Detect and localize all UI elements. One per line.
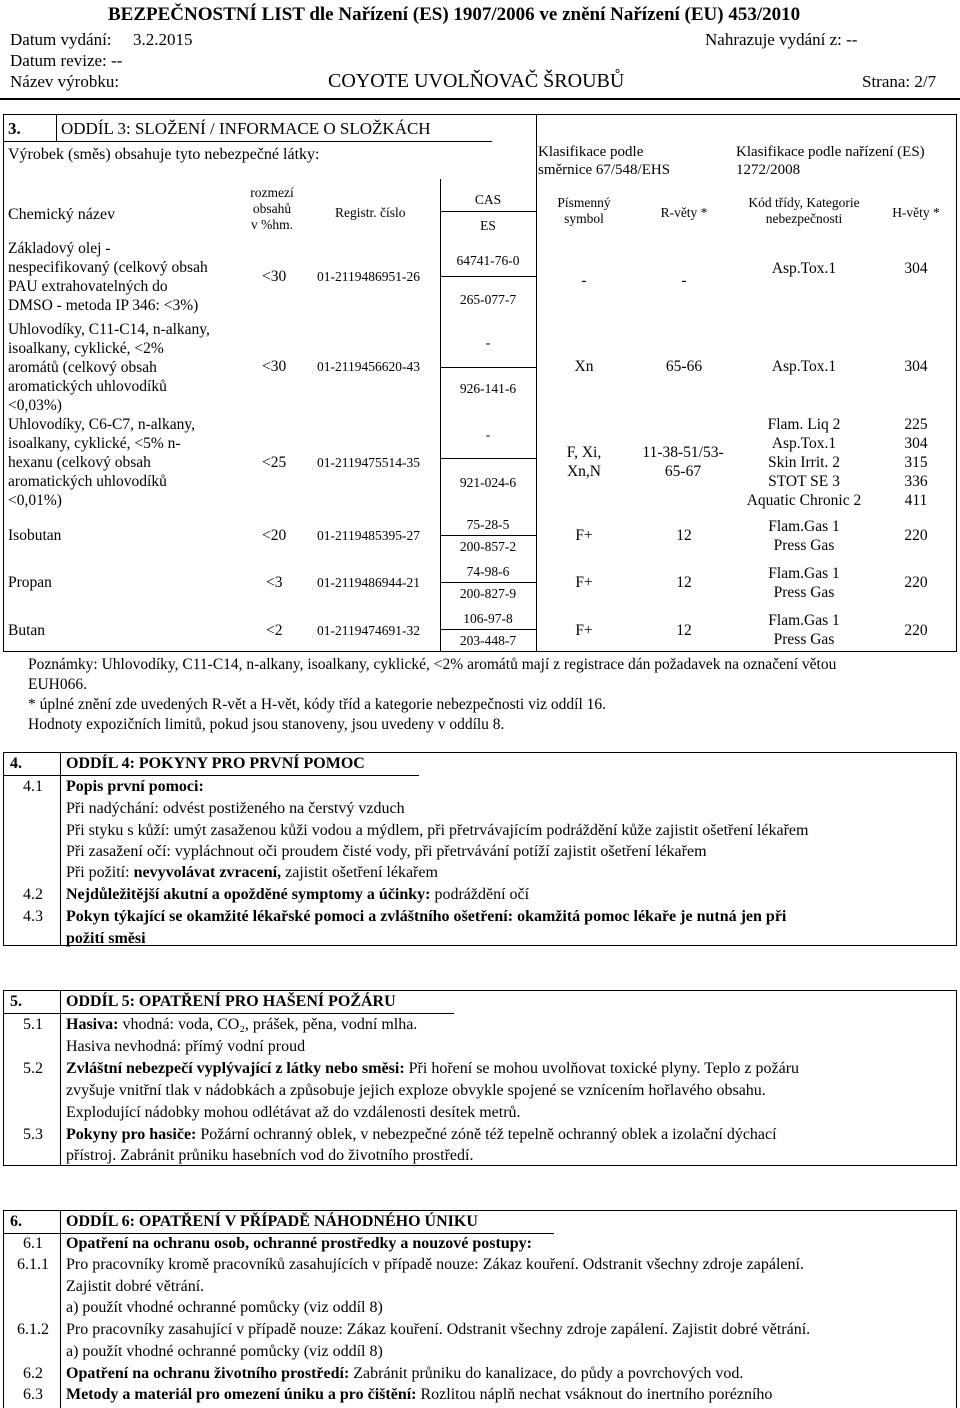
section5: 5. ODDÍL 5: OPATŘENÍ PRO HAŠENÍ POŽÁRU 5.1 Hasiva: vhodná: voda, CO₂, prášek, pěna, vodní mlha. Hasiva nevhodná: přímý vodní proud 5.2 Zvláštní nebezpečí vyplývající z látky nebo směsi: Při hoření se mohou uvolňovat toxické plyny. Teplo z požáru zvyšuje vnitřní tlak v nádobkách a způsobuje jejich exploze obvykle spojené se vznícením hořlavého obsahu. Explodující nádobky mohou odlétávat až do vzdálenosti desítek metrů. 5.3 Pokyny pro hasiče: Požární ochranný oblek, v nebezpečné zóně též tepelně ochranný oblek a izolační dýchací přístroj. Zabránit průniku hasebních vod do životního prostředí. bbox=[3, 990, 957, 1166]
row6-cas: 106-97-8 bbox=[463, 611, 513, 626]
row4-es: 200-857-2 bbox=[459, 539, 517, 554]
row5-r: 12 bbox=[676, 574, 692, 591]
row1-range: <30 bbox=[262, 268, 287, 285]
row2-name: Uhlovodíky, C11-C14, n-alkany, isoalkany, cyklické, <2% aromátů (celkový obsah aromatických uhlovodíků <0,03%) bbox=[8, 321, 210, 414]
row6-symbol: F+ bbox=[575, 622, 593, 639]
section3-number: 3. bbox=[8, 119, 21, 138]
row6-name: Butan bbox=[8, 622, 46, 639]
row5-reg: 01-2119486944-21 bbox=[317, 575, 420, 590]
col-header-symbol: Písmenný symbol bbox=[557, 195, 611, 226]
row6-r: 12 bbox=[676, 622, 692, 639]
col-header-reg: Registr. číslo bbox=[335, 205, 406, 220]
row4-h: 220 bbox=[904, 527, 928, 544]
row2-reg: 01-2119456620-43 bbox=[317, 359, 420, 374]
row3-range: <25 bbox=[262, 454, 287, 471]
row4-code: Flam.Gas 1 Press Gas bbox=[768, 518, 840, 554]
class-1272-header: Klasifikace podle nařízení (ES) 1272/2008 bbox=[736, 144, 925, 178]
revision-text: Datum revize: -- bbox=[10, 51, 123, 70]
row5-cas: 74-98-6 bbox=[466, 564, 510, 579]
col-header-code: Kód třídy, Kategorie nebezpečnosti bbox=[748, 195, 860, 226]
cas-es-divider bbox=[440, 458, 536, 459]
section4: 4. ODDÍL 4: POKYNY PRO PRVNÍ POMOC 4.1 Popis první pomoci: Při nadýchání: odvést postiženého na čerstvý vzduch Při styku s kůží: umýt zasaženou kůži vodou a mýdlem, při přetrvávajícím podráždění kůže zajistit ošetření lékařem Při zasažení očí: vypláchnout oči proudem čisté vody, při přetrvávání potíží zajistit ošetření lékařem Při požití: nevyvolávat zvracení, zajistit ošetření lékařem 4.2 Nejdůležitější akutní a opožděné symptomy a účinky: podráždění očí 4.3 Pokyn týkající se okamžité lékařské pomoci a zvláštního ošetření: okamžitá pomoc lékaře je nutná jen při požití směsi bbox=[3, 752, 957, 946]
col-header-range: rozmezí obsahů v %hm. bbox=[250, 185, 294, 232]
row3-code: Flam. Liq 2 Asp.Tox.1 Skin Irrit. 2 STOT SE 3 Aquatic Chronic 2 bbox=[746, 416, 862, 509]
issue-date: 3.2.2015 bbox=[133, 30, 193, 49]
row2-h: 304 bbox=[904, 358, 928, 375]
issue-label: Datum vydání: bbox=[10, 30, 112, 49]
row4-name: Isobutan bbox=[8, 527, 62, 544]
cas-es-divider bbox=[440, 535, 536, 536]
note-line: EUH066. bbox=[28, 676, 87, 693]
row3-symbol: F, Xi, Xn,N bbox=[566, 444, 602, 480]
row6-h: 220 bbox=[904, 622, 928, 639]
row1-h: 304 bbox=[904, 260, 928, 277]
row1-symbol: - bbox=[581, 272, 587, 289]
row2-r: 65-66 bbox=[665, 358, 703, 375]
section3-table bbox=[3, 114, 957, 652]
row4-range: <20 bbox=[262, 527, 287, 544]
cas-es-divider bbox=[440, 276, 536, 277]
class-67548-header: Klasifikace podle směrnice 67/548/EHS bbox=[538, 144, 671, 178]
page-header bbox=[0, 0, 960, 100]
row5-name: Propan bbox=[8, 574, 52, 591]
cas-es-divider bbox=[440, 211, 536, 212]
replaces-text: Nahrazuje vydání z: -- bbox=[705, 30, 858, 49]
row1-name: Základový olej - nespecifikovaný (celkový obsah PAU extrahovatelných do DMSO - metoda IP 346: <3%) bbox=[8, 240, 208, 314]
cas-es-divider bbox=[440, 629, 536, 630]
row3-es: 921-024-6 bbox=[459, 475, 517, 490]
row6-range: <2 bbox=[266, 622, 283, 639]
note-line: Hodnoty expozičních limitů, pokud jsou stanoveny, jsou uvedeny v oddílu 8. bbox=[28, 716, 505, 733]
row5-es: 200-827-9 bbox=[459, 586, 517, 601]
row1-code: Asp.Tox.1 bbox=[771, 260, 837, 277]
col-header-h: H-věty * bbox=[892, 205, 940, 220]
num-col-divider bbox=[60, 753, 61, 945]
col-divider bbox=[56, 115, 57, 141]
row3-h: 225 304 315 336 411 bbox=[904, 416, 928, 509]
cas-es-divider bbox=[440, 582, 536, 583]
row3-r: 11-38-51/53- 65-67 bbox=[642, 444, 724, 480]
row3-cas: - bbox=[485, 427, 491, 442]
row5-code: Flam.Gas 1 Press Gas bbox=[768, 565, 840, 601]
col-divider bbox=[440, 179, 441, 651]
row5-range: <3 bbox=[266, 574, 283, 591]
section3-intro: Výrobek (směs) obsahuje tyto nebezpečné látky: bbox=[8, 146, 320, 163]
row2-cas: - bbox=[485, 335, 491, 350]
section3-title: ODDÍL 3: SLOŽENÍ / INFORMACE O SLOŽKÁCH bbox=[61, 119, 431, 138]
section6: 6. ODDÍL 6: OPATŘENÍ V PŘÍPADĚ NÁHODNÉHO ÚNIKU 6.1 Opatření na ochranu osob, ochranné prostředky a nouzové postupy: 6.1.1 Pro pracovníky kromě pracovníků zasahujících v případě nouze: Zákaz kouření. Odstranit všechny zdroje zapálení. Zajistit dobré větrání. a) použít vhodné ochranné pomůcky (viz oddíl 8) 6.1.2 Pro pracovníky zasahující v případě nouze: Zákaz kouření. Odstranit všechny zdroje zapálení. Zajistit dobré větrání. a) použít vhodné ochranné pomůcky (viz oddíl 8) 6.2 Opatření na ochranu životního prostředí: Zabránit průniku do kanalizace, do půdy a povrchových vod. 6.3 Metody a materiál pro omezení úniku a pro čištění: Rozlitou náplň nechat vsáknout do inertního porézního bbox=[3, 1210, 957, 1408]
document-title: BEZPEČNOSTNÍ LIST dle Nařízení (ES) 1907/2006 ve znění Nařízení (EU) 453/2010 bbox=[108, 4, 801, 25]
row4-cas: 75-28-5 bbox=[466, 517, 510, 532]
row2-code: Asp.Tox.1 bbox=[771, 358, 837, 375]
col-header-es: ES bbox=[480, 218, 496, 233]
page-number: Strana: 2/7 bbox=[862, 72, 937, 91]
num-col-divider bbox=[60, 1211, 61, 1408]
col-header-r: R-věty * bbox=[660, 205, 708, 220]
header-divider bbox=[0, 98, 960, 100]
note-line: * úplné znění zde uvedených R-vět a H-vět, kódy tříd a kategorie nebezpečnosti viz oddíl 16. bbox=[28, 696, 607, 713]
row2-symbol: Xn bbox=[574, 358, 594, 375]
section3-notes bbox=[28, 655, 948, 735]
col-header-cas: CAS bbox=[474, 192, 502, 207]
row1-es: 265-077-7 bbox=[459, 292, 517, 307]
row6-reg: 01-2119474691-32 bbox=[317, 623, 420, 638]
row1-reg: 01-2119486951-26 bbox=[317, 269, 420, 284]
row5-h: 220 bbox=[904, 574, 928, 591]
row3-name: Uhlovodíky, C6-C7, n-alkany, isoalkany, cyklické, <5% n- hexanu (celkový obsah aromatických uhlovodíků <0,01%) bbox=[8, 416, 195, 509]
col-divider bbox=[536, 115, 537, 651]
row6-code: Flam.Gas 1 Press Gas bbox=[768, 612, 840, 648]
row1-cas: 64741-76-0 bbox=[456, 253, 520, 268]
row2-range: <30 bbox=[262, 358, 287, 375]
row2-es: 926-141-6 bbox=[459, 381, 517, 396]
product-label: Název výrobku: bbox=[10, 72, 120, 91]
row4-symbol: F+ bbox=[575, 527, 593, 544]
row4-r: 12 bbox=[676, 527, 692, 544]
row-divider bbox=[4, 141, 492, 142]
row6-es: 203-448-7 bbox=[459, 633, 517, 648]
num-col-divider bbox=[60, 991, 61, 1165]
col-header-name: Chemický název bbox=[8, 206, 116, 223]
row3-reg: 01-2119475514-35 bbox=[317, 455, 420, 470]
note-line: Poznámky: Uhlovodíky, C11-C14, n-alkany, isoalkany, cyklické, <2% aromátů mají z registrace dán požadavek na označení větou bbox=[28, 656, 837, 673]
row4-reg: 01-2119485395-27 bbox=[317, 528, 420, 543]
row5-symbol: F+ bbox=[575, 574, 593, 591]
row1-r: - bbox=[681, 272, 687, 289]
product-name: COYOTE UVOLŇOVAČ ŠROUBŮ bbox=[328, 70, 625, 92]
cas-es-divider bbox=[440, 367, 536, 368]
